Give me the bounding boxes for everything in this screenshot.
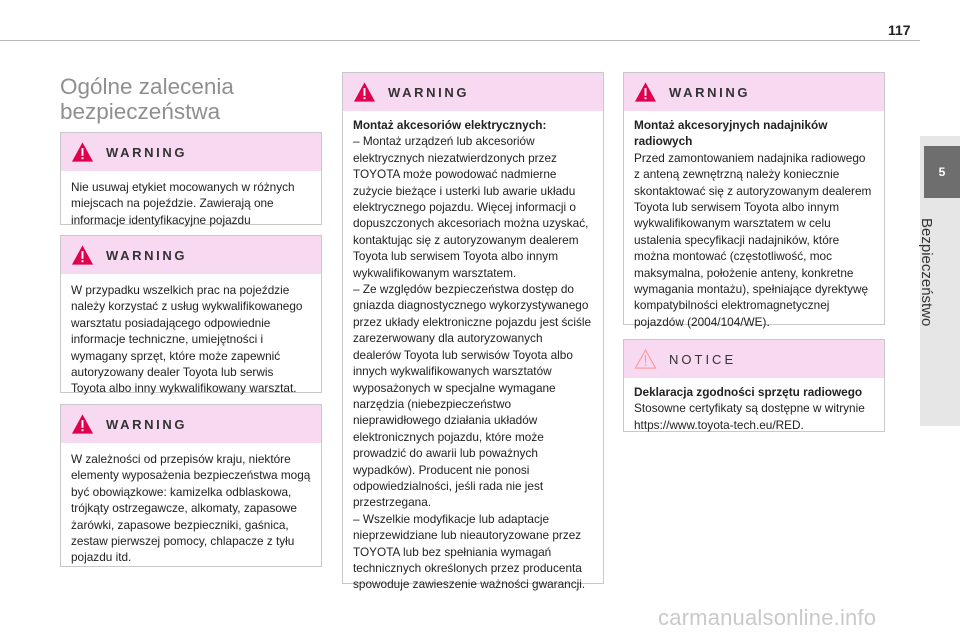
section-title: Ogólne zalecenia bezpieczeństwa (60, 74, 234, 124)
page-number: 117 (888, 22, 911, 38)
warning-triangle-icon (71, 413, 94, 435)
warning-text: Przed zamontowaniem nadajnika radiowego z anteną zewnętrzną należy koniecznie skontaktować się z autoryzowanym dealerem Toyota lub serwisem Toyota albo innym wykwalifikowanym warsztatem w celu ustalenia specyfikacji nadajników, które można montować (częstotliwość, moc maksymalna, położenie anteny, konkretne wymagania montażu), spełniające dyrektywę kompatybilności elektromagnetycznej pojazdów (2004/104/WE). (634, 150, 872, 329)
warning-title: WARNING (106, 416, 188, 432)
notice-heading: Deklaracja zgodności sprzętu radiowego (634, 385, 863, 399)
warning-title: WARNING (669, 84, 751, 100)
chapter-title: Bezpieczeństwo (918, 218, 935, 327)
warning-box-equipment (60, 404, 322, 567)
notice-box (623, 339, 885, 432)
warning-title: WARNING (106, 247, 188, 263)
notice-text: Stosowne certyfikaty są dostępne w witrynie https://www.toyota-tech.eu/RED. (634, 401, 865, 432)
chapter-number-badge[interactable] (924, 146, 960, 198)
warning-header (343, 73, 603, 111)
chapter-number: 5 (938, 165, 946, 179)
warning-text: W zależności od przepisów kraju, niektóre elementy wyposażenia bezpieczeństwa mogą być obowiązkowe: kamizelka odblaskowa, trójkąty ostrzegawcze, alkomaty, zapasowe żarówki, zapasowe bezpieczniki, gaśnica, zestaw pierwszej pomocy, chlapacze z tyłu pojazdu itd. (71, 452, 311, 565)
warning-triangle-icon (353, 81, 376, 103)
warning-header (61, 133, 321, 171)
warning-triangle-icon (71, 244, 94, 266)
notice-header (624, 340, 884, 378)
warning-box-radio (623, 72, 885, 329)
warning-header (624, 73, 884, 111)
watermark: carmanualsonline.info (658, 605, 877, 630)
warning-text: W przypadku wszelkich prac na pojeździe należy korzystać z usług wykwalifikowanego warsztatu posiadającego odpowiednie informacje techniczne, umiejętności i wymagany sprzęt, które może zapewnić autoryzowany dealer Toyota lub serwis Toyota albo inny wykwalifikowany warsztat. (71, 283, 303, 396)
warning-box-service (60, 235, 322, 396)
warning-heading: Montaż akcesoryjnych nadajników radiowych (634, 118, 828, 149)
header-divider (0, 40, 920, 41)
warning-box-electrical (342, 72, 604, 592)
warning-text: Nie usuwaj etykiet mocowanych w różnych miejscach na pojeździe. Zawierają one informacje identyfikacyjne pojazdu (71, 180, 295, 227)
warning-paragraph: – Ze względów bezpieczeństwa dostęp do gniazda diagnostycznego wykorzystywanego przez układy elektroniczne pojazdu jest ściśle zarezerwowany dla autoryzowanych dealerów Toyota lub serwisów Toyota albo innych wykwalifikowanych warsztatów wyposażonych w specjalne wymagane narzędzia (niebezpieczeństwo nieprawidłowego działania układów elektronicznych pojazdu, które może prowadzić do awarii lub poważnych wypadków). Producent nie ponosi odpowiedzialności, jeśli rada nie jest przestrzegana. (353, 282, 592, 510)
warning-triangle-icon (634, 81, 657, 103)
notice-title: NOTICE (669, 351, 737, 367)
notice-triangle-icon (634, 348, 657, 370)
warning-triangle-icon (71, 141, 94, 163)
warning-header (61, 236, 321, 274)
warning-title: WARNING (388, 84, 470, 100)
warning-paragraph: – Wszelkie modyfikacje lub adaptacje nieprzewidziane lub nieautoryzowane przez TOYOTA lub bez spełniania wymagań technicznych określonych przez producenta spowoduje zawieszenie ważności gwarancji. (353, 511, 586, 592)
warning-heading: Montaż akcesoriów elektrycznych: (353, 118, 547, 132)
warning-header (61, 405, 321, 443)
warning-title: WARNING (106, 144, 188, 160)
warning-box-labels (60, 132, 322, 225)
warning-paragraph: – Montaż urządzeń lub akcesoriów elektrycznych niezatwierdzonych przez TOYOTA może powodować nadmierne zużycie bieżące i usterki lub awarie układu elektrycznego pojazdu. Więcej informacji o dopuszczonych akcesoriach można uzyskać, kontaktując się z autoryzowanym dealerem Toyota lub serwisem Toyota albo innym wykwalifikowanym warsztatem. (353, 134, 589, 280)
